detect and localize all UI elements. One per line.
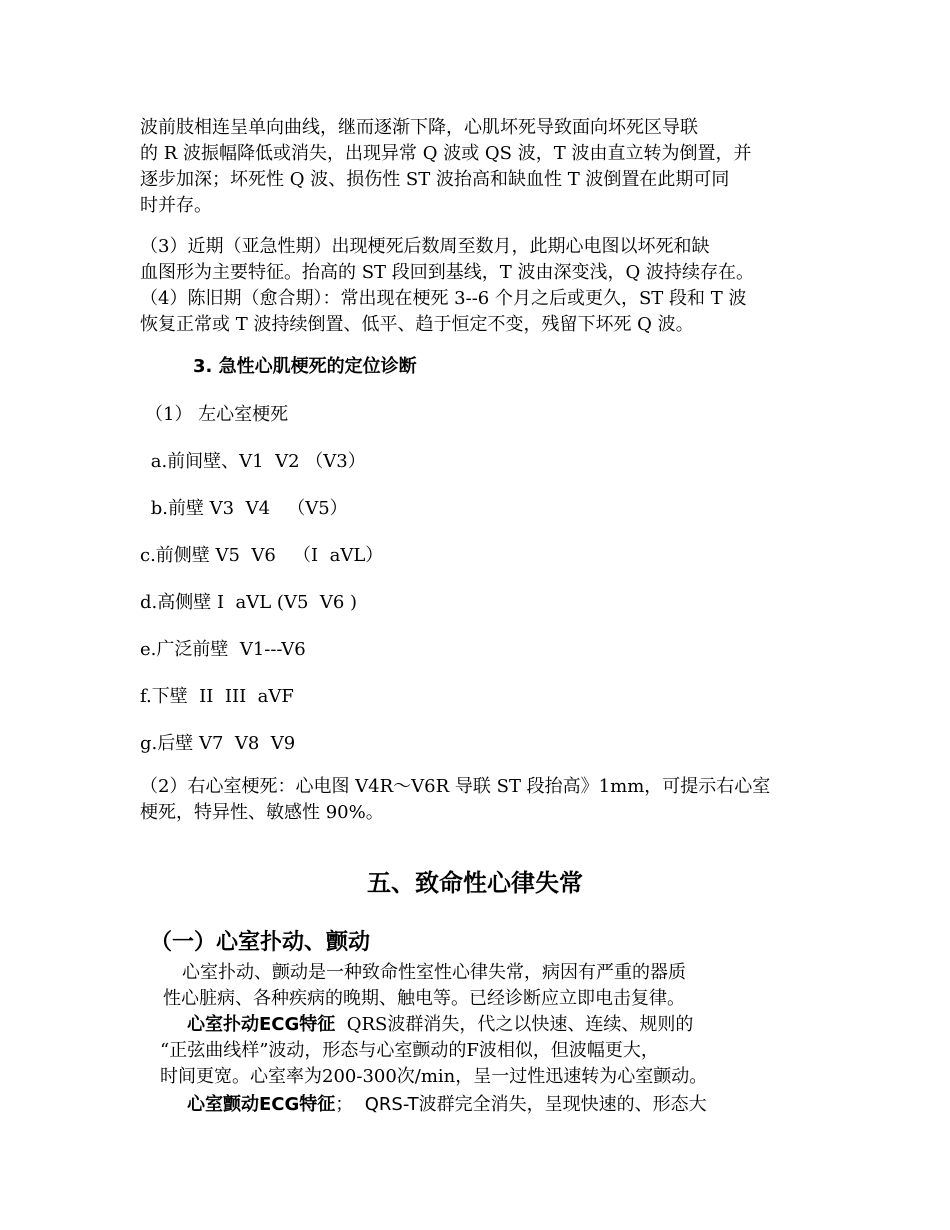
- text-line: 波前肢相连呈单向曲线，继而逐渐下降，心肌坏死导致面向坏死区导联: [140, 117, 698, 138]
- flutter-label: 心室扑动ECG特征: [187, 1014, 336, 1035]
- text-line: [187, 1092, 707, 1118]
- list-item: c.前侧壁 V5 V6 （I aVL）: [140, 545, 384, 566]
- subsection-title: （一）心室扑动、颤动: [150, 930, 371, 955]
- text-line: 时间更宽。心室率为200-300次/min，呈一过性迅速转为心室颤动。: [160, 1066, 708, 1087]
- fib-label: 心室颤动ECG特征: [187, 1094, 336, 1115]
- text-line: （4）陈旧期（愈合期）：常出现在梗死 3--6 个月之后或更久，ST 段和 T 波: [140, 288, 747, 309]
- subheading-left-ventricle: （1） 左心室梗死: [145, 404, 289, 425]
- chapter-title: 五、致命性心律失常: [367, 869, 583, 897]
- section-heading-localization: 3. 急性心肌梗死的定位诊断: [193, 356, 417, 377]
- text-line: 心室扑动、颤动是一种致命性室性心律失常，病因有严重的器质: [182, 962, 686, 983]
- text-line: 梗死，特异性、敏感性 90%。: [140, 802, 384, 823]
- text-line: 恢复正常或 T 波持续倒置、低平、趋于恒定不变，残留下坏死 Q 波。: [140, 314, 694, 335]
- list-item: b.前壁 V3 V4 （V5）: [145, 498, 348, 519]
- list-item: f.下壁 II III aVF: [140, 686, 294, 707]
- list-item: d.高侧壁 I aVL (V5 V6 ): [140, 592, 358, 613]
- text-line: （3）近期（亚急性期）出现梗死后数周至数月，此期心电图以坏死和缺: [140, 236, 710, 257]
- text-line: [187, 1012, 693, 1038]
- text-line: 时并存。: [140, 195, 212, 216]
- text-line: 的 R 波振幅降低或消失，出现异常 Q 波或 QS 波，T 波由直立转为倒置，并: [140, 143, 752, 164]
- text-line: 逐步加深；坏死性 Q 波、损伤性 ST 波抬高和缺血性 T 波倒置在此期可同: [140, 169, 730, 190]
- text-line: 血图形为主要特征。抬高的 ST 段回到基线，T 波由深变浅，Q 波持续存在。: [140, 262, 754, 283]
- list-item: e.广泛前壁 V1---V6: [140, 639, 306, 660]
- flutter-text: QRS波群消失，代之以快速、连续、规则的: [335, 1014, 694, 1035]
- text-line: “正弦曲线样”波动，形态与心室颤动的F波相似，但波幅更大，: [160, 1040, 659, 1061]
- list-item: g.后壁 V7 V8 V9: [140, 733, 296, 754]
- text-line: 性心脏病、各种疾病的晚期、触电等。已经诊断应立即电击复律。: [163, 988, 685, 1009]
- list-item: a.前间壁、V1 V2 （V3）: [145, 451, 366, 472]
- fib-text: ； QRS-T波群完全消失，呈现快速的、形态大: [335, 1094, 707, 1115]
- text-line: （2）右心室梗死：心电图 V4R～V6R 导联 ST 段抬高》1mm，可提示右心室: [140, 776, 771, 797]
